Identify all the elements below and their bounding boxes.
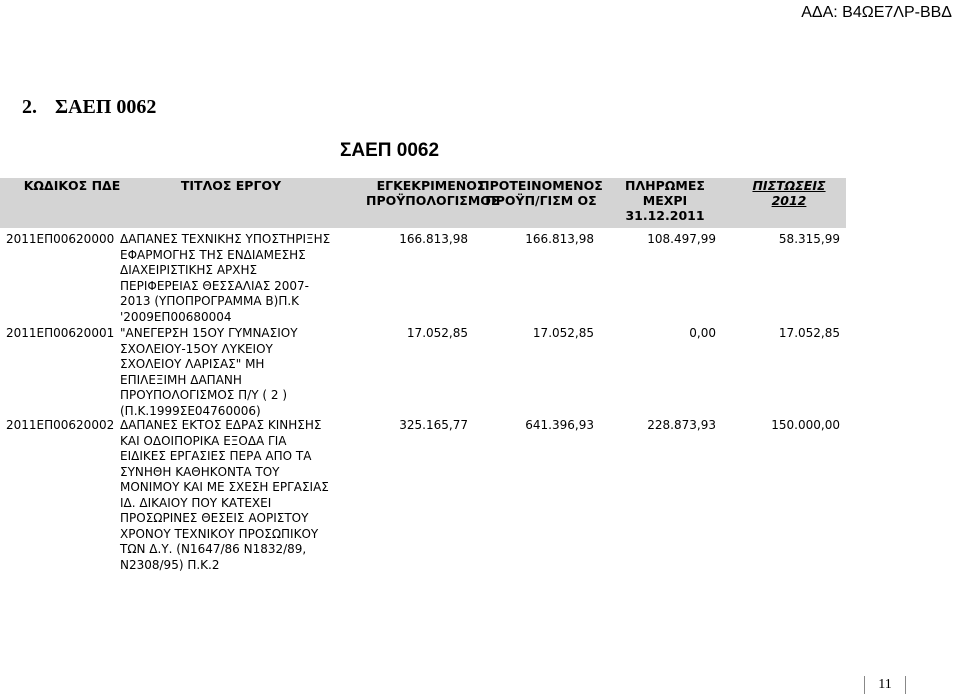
- header-payments: [610, 178, 720, 223]
- header-proposed-line2: ΠΡΟΫΠ/ΓΙΣΜ ΟΣ: [485, 193, 597, 208]
- header-approved-line2: ΠΡΟΫΠΟΛΟΓΙΣΜΟΣ: [366, 193, 500, 208]
- row1-title-line: 2013 (ΥΠΟΠΡΟΓΡΑΜΜΑ Β)Π.Κ: [120, 294, 300, 308]
- row3-title-line: ΔΑΠΑΝΕΣ ΕΚΤΟΣ ΕΔΡΑΣ ΚΙΝΗΣΗΣ: [120, 418, 322, 432]
- section-title: ΣΑΕΠ 0062: [55, 96, 157, 118]
- row2-title-line: ΠΡΟΥΠΟΛΟΓΙΣΜΟΣ Π/Υ ( 2 ): [120, 388, 287, 402]
- header-payments-line1: ΠΛΗΡΩΜΕΣ: [625, 178, 705, 193]
- header-payments-line3: 31.12.2011: [625, 208, 705, 223]
- row2-approved: 17.052,85: [406, 326, 468, 340]
- header-credits-line1: ΠΙΣΤΩΣΕΙΣ: [752, 178, 826, 193]
- section-number: 2.: [22, 96, 37, 118]
- row3-title-line: ΣΥΝΗΘΗ ΚΑΘΗΚΟΝΤΑ ΤΟΥ: [120, 464, 280, 479]
- row3-title-line: ΧΡΟΝΟΥ ΤΕΧΝΙΚΟΥ ΠΡΟΣΩΠΙΚΟΥ: [120, 526, 319, 541]
- row1-proposed: 166.813,98: [525, 232, 594, 246]
- row1-payments: 108.497,99: [647, 232, 716, 246]
- row1-code: 2011ΕΠ00620000: [6, 232, 115, 246]
- row3-title-line: ΕΙΔΙΚΕΣ ΕΡΓΑΣΙΕΣ ΠΕΡΑ ΑΠΟ ΤΑ: [120, 449, 312, 463]
- section-heading: [22, 96, 156, 119]
- row3-approved: 325.165,77: [399, 418, 468, 432]
- row2-credits: 17.052,85: [778, 326, 840, 340]
- row1-title-line: ΔΑΠΑΝΕΣ ΤΕΧΝΙΚΗΣ ΥΠΟΣΤΗΡΙΞΗΣ: [120, 232, 331, 246]
- page-number: 11: [864, 676, 906, 694]
- header-credits: [734, 178, 844, 208]
- row1-title: [120, 232, 330, 325]
- row3-title-line: ΚΑΙ ΟΔΟΙΠΟΡΙΚΑ ΕΞΟΔΑ ΓΙΑ: [120, 433, 287, 448]
- row2-code: 2011ΕΠ00620001: [6, 326, 115, 340]
- header-payments-line2: ΜΕΧΡΙ: [642, 193, 688, 208]
- row2-proposed: 17.052,85: [532, 326, 594, 340]
- row2-title-line: ΣΧΟΛΕΙΟΥ-15ΟΥ ΛΥΚΕΙΟΥ: [120, 341, 273, 356]
- row2-title-line: "ΑΝΕΓΕΡΣΗ 15ΟΥ ΓΥΜΝΑΣΙΟΥ: [120, 326, 298, 340]
- row3-code: 2011ΕΠ00620002: [6, 418, 115, 432]
- row2-title-line: ΕΠΙΛΕΞΙΜΗ ΔΑΠΑΝΗ: [120, 372, 242, 387]
- row3-title-line: ΙΔ. ΔΙΚΑΙΟΥ ΠΟΥ ΚΑΤΕΧΕΙ: [120, 495, 272, 510]
- row3-title: [120, 418, 329, 573]
- header-code: ΚΩΔΙΚΟΣ ΠΔΕ: [23, 178, 121, 193]
- header-title: ΤΙΤΛΟΣ ΕΡΓΟΥ: [180, 178, 282, 193]
- ada-code: ΑΔΑ: Β4ΩΕ7ΛΡ-ΒΒΔ: [801, 4, 952, 21]
- row3-title-line: ΤΩΝ Δ.Υ. (Ν1647/86 Ν1832/89,: [120, 542, 307, 556]
- row2-payments: 0,00: [689, 326, 716, 340]
- row3-title-line: ΠΡΟΣΩΡΙΝΕΣ ΘΕΣΕΙΣ ΑΟΡΙΣΤΟΥ: [120, 511, 309, 525]
- header-credits-line2: 2012: [771, 193, 807, 208]
- row1-title-line: ΠΕΡΙΦΕΡΕΙΑΣ ΘΕΣΣΑΛΙΑΣ 2007-: [120, 278, 309, 293]
- row1-approved: 166.813,98: [399, 232, 468, 246]
- row1-title-line: ΕΦΑΡΜΟΓΗΣ ΤΗΣ ΕΝΔΙΑΜΕΣΗΣ: [120, 247, 306, 262]
- header-proposed-line1: ΠΡΟΤΕΙΝΟΜΕΝΟΣ: [479, 178, 603, 193]
- row3-proposed: 641.396,93: [525, 418, 594, 432]
- row1-title-line: ΔΙΑΧΕΙΡΙΣΤΙΚΗΣ ΑΡΧΗΣ: [120, 263, 258, 277]
- row2-title: [120, 326, 298, 419]
- row3-credits: 150.000,00: [771, 418, 840, 432]
- header-approved-line1: ΕΓΚΕΚΡΙΜΕΝΟΣ: [376, 178, 486, 193]
- row3-title-line: ΜΟΝΙΜΟΥ ΚΑΙ ΜΕ ΣΧΕΣΗ ΕΡΓΑΣΙΑΣ: [120, 480, 329, 494]
- row1-credits: 58.315,99: [778, 232, 840, 246]
- row3-title-line: Ν2308/95) Π.Κ.2: [120, 557, 220, 572]
- header-proposed: [476, 178, 606, 208]
- row2-title-line: (Π.Κ.1999ΣΕ04760006): [120, 403, 261, 418]
- table-title: ΣΑΕΠ 0062: [340, 140, 440, 161]
- row1-title-line: '2009ΕΠ00680004: [120, 309, 232, 324]
- row2-title-line: ΣΧΟΛΕΙΟΥ ΛΑΡΙΣΑΣ" ΜΗ: [120, 357, 265, 371]
- row3-payments: 228.873,93: [647, 418, 716, 432]
